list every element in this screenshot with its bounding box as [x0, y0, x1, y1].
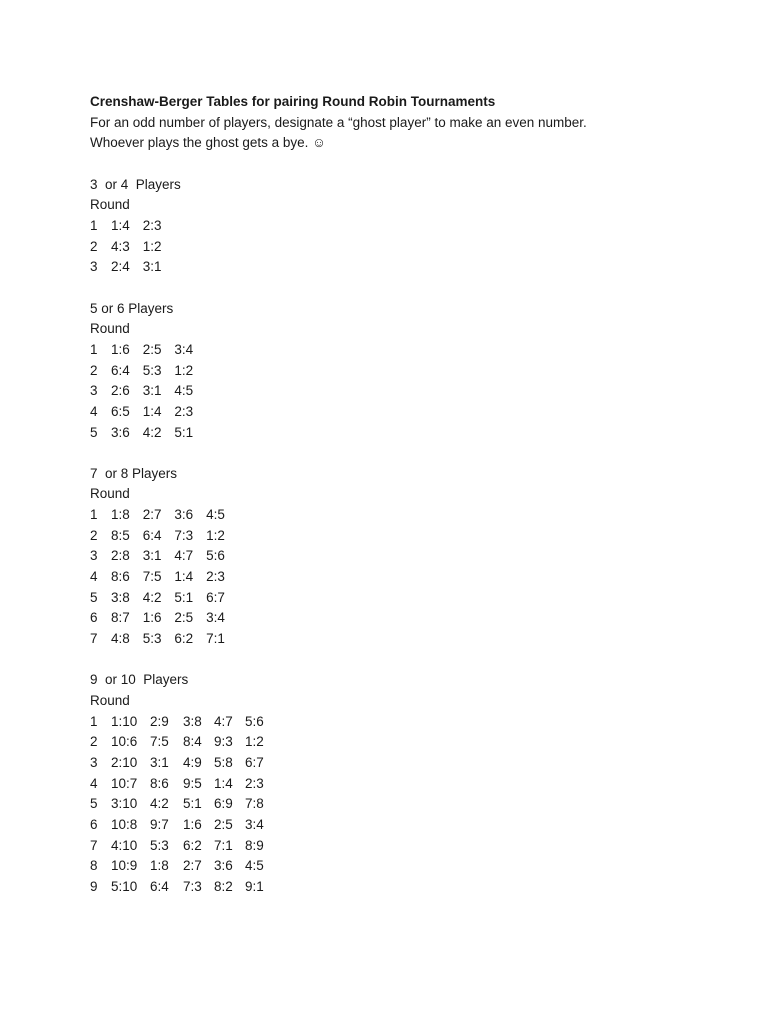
pairing: 8:2	[214, 878, 233, 894]
pairing: 4:7	[174, 548, 194, 564]
pairing-tables	[90, 175, 730, 898]
pairing: 2:6	[111, 383, 130, 399]
pairing-row	[90, 608, 730, 629]
pairing: 3:8	[183, 713, 202, 729]
pairing: 4:3	[111, 238, 130, 254]
round-column-label: Round	[90, 693, 130, 709]
pairing: 8:7	[111, 610, 130, 626]
pairing: 1:4	[142, 403, 162, 419]
pairing: 3:10	[111, 796, 138, 812]
pairing: 1:2	[174, 362, 194, 378]
round-number: 1	[90, 341, 98, 357]
pairing: 3:1	[142, 548, 162, 564]
pairing: 3:1	[142, 383, 162, 399]
pairing-row	[90, 629, 730, 650]
pairing: 5:6	[245, 713, 264, 729]
table-heading: 3 or 4 Players	[90, 176, 181, 192]
pairing: 2:5	[174, 610, 194, 626]
pairing: 8:6	[111, 569, 130, 585]
round-number: 3	[90, 259, 98, 275]
pairing: 6:7	[245, 755, 264, 770]
pairing: 3:8	[111, 589, 130, 605]
pairing-row	[90, 753, 730, 774]
pairing: 2:3	[142, 217, 162, 233]
pairing: 2:3	[245, 775, 264, 791]
pairing: 1:2	[142, 238, 162, 254]
pairing-row	[90, 856, 730, 877]
round-number: 4	[90, 569, 98, 585]
round-number: 7	[90, 631, 98, 647]
pairing: 3:1	[142, 259, 162, 275]
pairing: 1:6	[111, 341, 130, 357]
pairing: 4:7	[214, 713, 233, 729]
pairing: 4:2	[150, 796, 169, 812]
pairing-row	[90, 877, 730, 898]
pairing: 7:3	[183, 878, 202, 894]
table-heading: 9 or 10 Players	[90, 672, 189, 688]
round-number: 2	[90, 527, 98, 543]
pairing: 5:1	[174, 589, 194, 605]
pairing: 6:7	[206, 589, 225, 605]
pairing: 3:6	[174, 507, 194, 523]
pairing: 1:2	[206, 527, 225, 543]
round-column-label: Round	[90, 486, 130, 502]
pairing-row	[90, 794, 730, 815]
pairing: 2:4	[111, 259, 130, 275]
round-number: 7	[90, 837, 98, 853]
pairing: 8:5	[111, 527, 130, 543]
document-page	[90, 92, 730, 898]
pairing: 6:4	[111, 362, 130, 378]
pairing: 3:4	[174, 341, 194, 357]
pairing: 6:5	[111, 403, 130, 419]
pairing: 4:2	[142, 424, 162, 440]
round-number: 5	[90, 589, 98, 605]
round-number: 5	[90, 424, 98, 440]
round-number: 6	[90, 610, 98, 626]
pairing: 4:5	[174, 383, 194, 399]
pairing: 5:3	[142, 362, 162, 378]
pairing-table	[90, 670, 730, 897]
pairing: 5:3	[142, 631, 162, 647]
round-number: 1	[90, 713, 98, 729]
pairing: 1:8	[150, 858, 169, 874]
round-number: 9	[90, 878, 98, 894]
pairing: 8:4	[183, 734, 202, 750]
pairing: 7:5	[150, 734, 169, 750]
round-number: 1	[90, 507, 98, 523]
pairing: 5:10	[111, 878, 138, 894]
pairing: 8:9	[245, 837, 264, 853]
pairing: 2:5	[214, 816, 233, 832]
table-heading: 7 or 8 Players	[90, 465, 178, 481]
pairing: 1:6	[142, 610, 162, 626]
intro-line: Whoever plays the ghost gets a bye. ☺	[90, 135, 326, 151]
pairing: 9:7	[150, 816, 169, 832]
pairing-row	[90, 340, 730, 361]
pairing: 3:6	[214, 858, 233, 874]
pairing: 4:2	[142, 589, 162, 605]
pairing-table	[90, 175, 730, 278]
pairing: 10:7	[111, 775, 138, 791]
pairing: 10:6	[111, 734, 138, 750]
pairing: 3:6	[111, 424, 130, 440]
round-number: 2	[90, 734, 98, 750]
pairing-row	[90, 712, 730, 733]
pairing: 1:4	[111, 217, 130, 233]
pairing: 4:5	[206, 507, 225, 523]
pairing: 4:8	[111, 631, 130, 647]
pairing: 8:6	[150, 775, 169, 791]
round-number: 1	[90, 217, 98, 233]
pairing-row	[90, 732, 730, 753]
pairing: 2:8	[111, 548, 130, 564]
pairing-table	[90, 464, 730, 650]
pairing-row	[90, 546, 730, 567]
pairing-row	[90, 567, 730, 588]
pairing: 7:3	[174, 527, 194, 543]
round-number: 2	[90, 362, 98, 378]
pairing: 3:4	[206, 610, 225, 626]
pairing-row	[90, 423, 730, 444]
pairing: 2:9	[150, 713, 169, 729]
pairing: 6:2	[183, 837, 202, 853]
pairing: 1:4	[174, 569, 194, 585]
pairing-row	[90, 836, 730, 857]
pairing-row	[90, 361, 730, 382]
pairing: 5:1	[183, 796, 202, 812]
round-number: 5	[90, 796, 98, 812]
pairing: 2:10	[111, 755, 138, 770]
pairing: 4:9	[183, 755, 202, 770]
pairing: 6:4	[142, 527, 162, 543]
pairing: 1:6	[183, 816, 202, 832]
pairing-row	[90, 588, 730, 609]
pairing: 10:9	[111, 858, 138, 874]
pairing-row	[90, 774, 730, 795]
pairing: 1:10	[111, 713, 138, 729]
pairing: 7:1	[206, 631, 225, 647]
pairing: 10:8	[111, 816, 138, 832]
pairing: 4:5	[245, 858, 264, 874]
pairing-table	[90, 299, 730, 444]
round-number: 8	[90, 858, 98, 874]
pairing: 9:3	[214, 734, 233, 750]
pairing: 3:4	[245, 816, 264, 832]
pairing: 9:5	[183, 775, 202, 791]
round-column-label: Round	[90, 321, 130, 337]
pairing: 5:8	[214, 755, 233, 770]
pairing: 3:1	[150, 755, 169, 770]
round-number: 2	[90, 238, 98, 254]
pairing: 6:4	[150, 878, 169, 894]
pairing: 9:1	[245, 878, 264, 894]
pairing: 6:2	[174, 631, 194, 647]
round-number: 3	[90, 755, 98, 770]
pairing: 1:4	[214, 775, 233, 791]
round-column-label: Round	[90, 197, 130, 213]
pairing-row	[90, 216, 730, 237]
round-number: 3	[90, 383, 98, 399]
pairing-row	[90, 402, 730, 423]
pairing-row	[90, 257, 730, 278]
pairing-row	[90, 505, 730, 526]
pairing: 2:7	[183, 858, 202, 874]
round-number: 4	[90, 775, 98, 791]
pairing: 4:10	[111, 837, 138, 853]
table-heading: 5 or 6 Players	[90, 300, 174, 316]
pairing: 7:1	[214, 837, 233, 853]
pairing: 2:5	[142, 341, 162, 357]
pairing: 5:6	[206, 548, 225, 564]
pairing: 1:8	[111, 507, 130, 523]
pairing: 6:9	[214, 796, 233, 812]
pairing: 1:2	[245, 734, 264, 750]
pairing-row	[90, 381, 730, 402]
pairing-row	[90, 526, 730, 547]
round-number: 6	[90, 816, 98, 832]
intro-line: For an odd number of players, designate a “ghost player” to make an even number.	[90, 114, 587, 130]
pairing: 2:3	[174, 403, 194, 419]
pairing-row	[90, 237, 730, 258]
round-number: 3	[90, 548, 98, 564]
pairing-row	[90, 815, 730, 836]
pairing: 2:7	[142, 507, 162, 523]
pairing: 5:3	[150, 837, 169, 853]
document-title: Crenshaw-Berger Tables for pairing Round Robin Tournaments	[90, 94, 496, 109]
round-number: 4	[90, 403, 98, 419]
pairing: 7:5	[142, 569, 162, 585]
pairing: 2:3	[206, 569, 225, 585]
pairing: 5:1	[174, 424, 194, 440]
pairing: 7:8	[245, 796, 264, 812]
